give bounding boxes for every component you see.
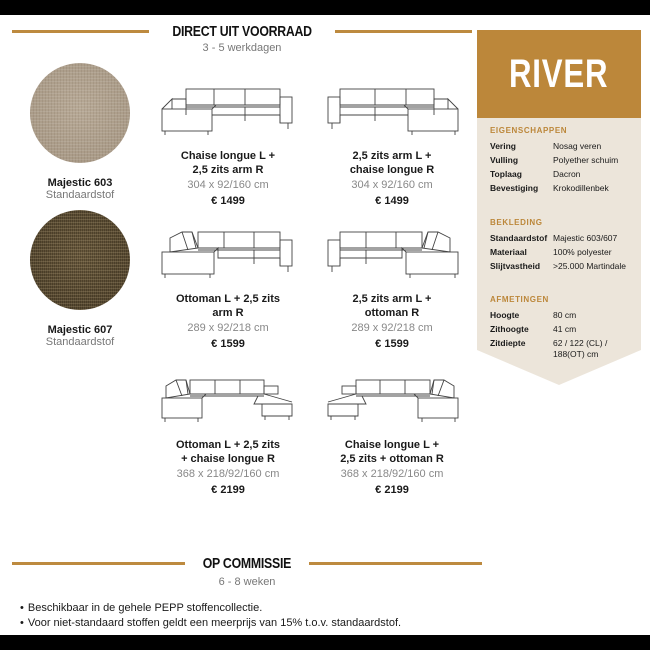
product-name-line1: Chaise longue L + [344, 439, 440, 451]
product-price: € 2199 [375, 484, 409, 496]
sofa-chaise-left-icon [158, 85, 298, 135]
product-card [312, 85, 472, 207]
product-price: € 1499 [211, 195, 245, 207]
fabric-swatch-603 [28, 63, 132, 201]
spec-value: 62 / 122 (CL) / [553, 338, 608, 348]
spec-row [490, 231, 635, 245]
product-price: € 1599 [211, 338, 245, 350]
spec-value: 100% polyester [553, 247, 612, 257]
spec-value: >25.000 Martindale [553, 261, 627, 271]
spec-row [490, 322, 635, 336]
fabric-texture-603 [30, 63, 130, 163]
spec-group-title: BEKLEDING [490, 218, 543, 227]
product-card [148, 85, 308, 207]
spec-key: Toplaag [490, 169, 522, 179]
spec-group-afmetingen [490, 295, 635, 360]
spec-row [490, 308, 635, 322]
spec-key: Bevestiging [490, 183, 539, 193]
sofa-chaise-right-icon [322, 85, 462, 135]
product-name-line1: Ottoman L + 2,5 zits [175, 439, 281, 451]
spec-group-bekleding [490, 218, 635, 273]
product-name-line2: + chaise longue R [181, 453, 275, 465]
sofa-ottoman-right-icon [322, 228, 462, 278]
heading-rule-right [335, 30, 472, 33]
product-dimensions: 304 x 92/160 cm [351, 179, 433, 191]
product-card [148, 228, 308, 350]
bottom-black-bar [0, 635, 650, 650]
product-name-line1: Ottoman L + 2,5 zits [175, 293, 281, 305]
spec-group-title: AFMETINGEN [490, 295, 549, 304]
spec-key: Zithoogte [490, 324, 529, 334]
spec-key: Vulling [490, 155, 519, 165]
spec-value: Polyether schuim [553, 155, 619, 165]
product-dimensions: 368 x 218/92/160 cm [176, 468, 280, 480]
fabric-type: Standaardstof [45, 189, 115, 201]
spec-value: Nosag veren [553, 141, 602, 151]
spec-key: Standaardstof [490, 233, 548, 243]
product-name-line2: chaise longue R [349, 164, 435, 176]
product-name-line2: 2,5 zits arm R [192, 164, 264, 176]
fabric-name: Majestic 603 [47, 177, 113, 189]
spec-value: 80 cm [553, 310, 577, 320]
brand-header [477, 30, 641, 118]
spec-group-eigenschappen [490, 126, 635, 195]
commission-section-subtitle: 6 - 8 weken [218, 576, 276, 588]
product-name-line2: arm R [212, 307, 244, 319]
fabric-name: Majestic 607 [47, 324, 113, 336]
spec-row [490, 338, 635, 349]
product-name-line2: 2,5 zits + ottoman R [340, 453, 444, 465]
spec-key: Slijtvastheid [490, 261, 541, 271]
stock-section-heading [12, 23, 472, 40]
spec-key: Materiaal [490, 247, 527, 257]
spec-key: Vering [490, 141, 516, 151]
spec-value: 188(OT) cm [553, 349, 599, 359]
spec-row [490, 349, 635, 360]
product-card [312, 228, 472, 350]
product-name-line2: ottoman R [364, 307, 420, 319]
note-item: • Beschikbaar in de gehele PEPP stoffencollectie. [20, 601, 401, 616]
product-price: € 1599 [375, 338, 409, 350]
product-name-line1: 2,5 zits arm L + [352, 293, 432, 305]
product-dimensions: 289 x 92/218 cm [351, 322, 433, 334]
commission-notes [20, 601, 401, 631]
product-name-line1: Chaise longue L + [180, 150, 276, 162]
fabric-texture-607 [30, 210, 130, 310]
spec-row [490, 245, 635, 259]
spec-value: Majestic 603/607 [553, 233, 618, 243]
sofa-u-ottoman-left-chaise-right-icon [158, 376, 298, 424]
product-dimensions: 289 x 92/218 cm [187, 322, 269, 334]
sofa-u-chaise-left-ottoman-right-icon [322, 376, 462, 424]
spec-row [490, 259, 635, 273]
stock-section-subtitle: 3 - 5 werkdagen [202, 42, 282, 54]
fabric-type: Standaardstof [45, 336, 115, 348]
heading-rule-left [12, 562, 185, 565]
spec-row [490, 167, 635, 181]
note-item: • Voor niet-standaard stoffen geldt een meerprijs van 15% t.o.v. standaardstof. [20, 616, 401, 631]
spec-row [490, 139, 635, 153]
spec-row [490, 153, 635, 167]
product-dimensions: 368 x 218/92/160 cm [340, 468, 444, 480]
product-card [148, 376, 308, 496]
sofa-ottoman-left-icon [158, 228, 298, 278]
product-name-line1: 2,5 zits arm L + [352, 150, 432, 162]
product-name [148, 149, 308, 177]
brand-title: RIVER [509, 51, 609, 96]
product-price: € 1499 [375, 195, 409, 207]
product-name [148, 438, 308, 466]
spec-row [490, 181, 635, 195]
commission-section-heading [12, 555, 482, 572]
product-dimensions: 304 x 92/160 cm [187, 179, 269, 191]
spec-key: Hoogte [490, 310, 520, 320]
commission-section-title: OP COMMISSIE [202, 555, 292, 572]
spec-ribbon [477, 30, 641, 385]
top-black-bar [0, 0, 650, 15]
product-price: € 2199 [211, 484, 245, 496]
product-name [312, 149, 472, 177]
stock-section-title: DIRECT UIT VOORRAAD [172, 23, 312, 40]
spec-value: Krokodillenbek [553, 183, 609, 193]
spec-value: 41 cm [553, 324, 577, 334]
spec-key: Zitdiepte [490, 338, 526, 348]
product-name [312, 438, 472, 466]
spec-group-title: EIGENSCHAPPEN [490, 126, 568, 135]
heading-rule-right [309, 562, 482, 565]
spec-key [490, 349, 553, 360]
product-card [312, 376, 472, 496]
fabric-swatch-607 [28, 210, 132, 348]
spec-value: Dacron [553, 169, 581, 179]
product-name [148, 292, 308, 320]
product-name [312, 292, 472, 320]
heading-rule-left [12, 30, 149, 33]
